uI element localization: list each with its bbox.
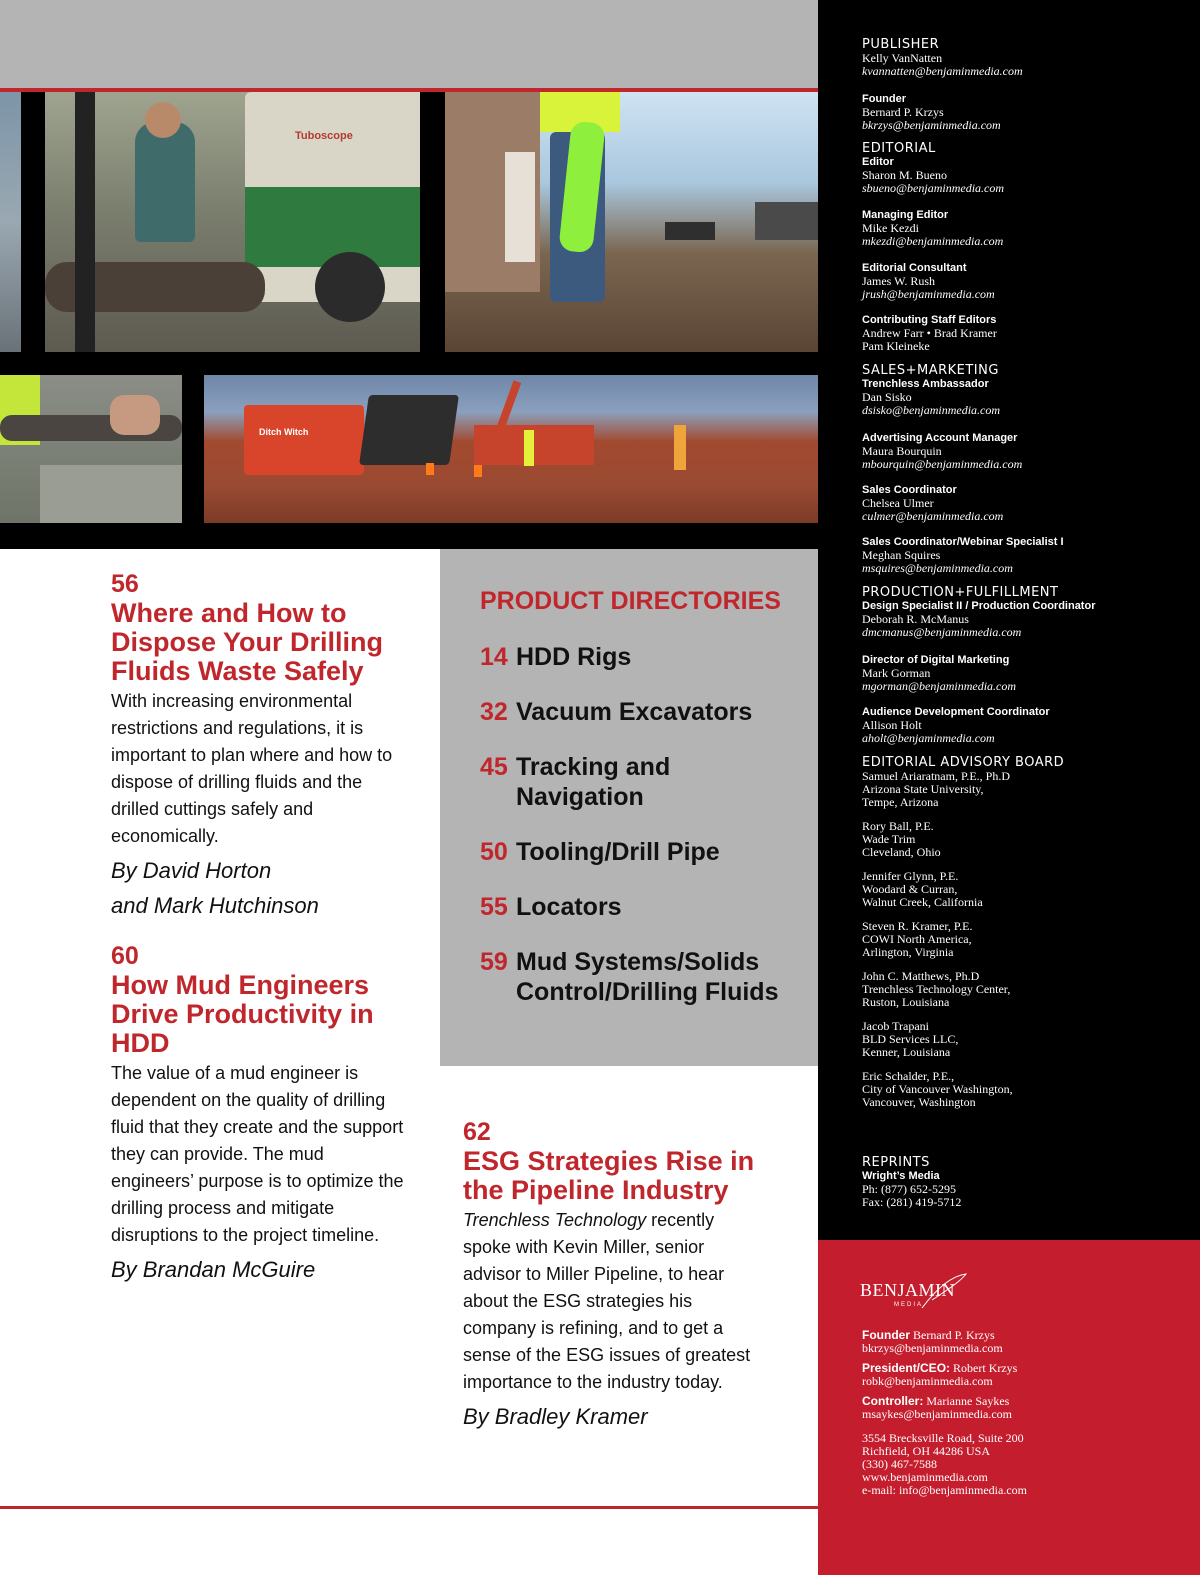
- directory-page-number: 14: [480, 643, 508, 671]
- info-email[interactable]: robk@benjaminmedia.com: [862, 1374, 993, 1388]
- staff-name: Mark Gorman: [862, 666, 931, 680]
- info-email[interactable]: bkrzys@benjaminmedia.com: [862, 1341, 1003, 1355]
- staff-name: Chelsea Ulmer: [862, 496, 934, 510]
- staff-name: Pam Kleineke: [862, 339, 930, 353]
- staff-role: Sales Coordinator: [862, 484, 957, 496]
- staff-name: Meghan Squires: [862, 548, 941, 562]
- directory-page-number: 55: [480, 893, 508, 921]
- staff-role: Contributing Staff Editors: [862, 314, 997, 326]
- staff-name: Andrew Farr • Brad Kramer: [862, 326, 997, 340]
- staff-email[interactable]: culmer@benjaminmedia.com: [862, 509, 1004, 523]
- reprints-phone: Ph: (877) 652-5295: [862, 1182, 956, 1196]
- staff-role: Trenchless Ambassador: [862, 378, 989, 390]
- board-member-location: Arlington, Virginia: [862, 945, 954, 959]
- board-member-org: Trenchless Technology Center,: [862, 982, 1011, 996]
- publisher-address: [862, 1432, 1027, 1497]
- board-member-name: Samuel Ariaratnam, P.E., Ph.D: [862, 769, 1010, 783]
- article-62: [463, 1118, 763, 1434]
- board-member-location: Kenner, Louisiana: [862, 1045, 951, 1059]
- photo-hdd-rig-site: [204, 375, 818, 523]
- directory-item-tracking-navigation[interactable]: [480, 752, 820, 812]
- article-byline-2: and Mark Hutchinson: [111, 893, 319, 918]
- photo-pipe-worker: [45, 92, 420, 352]
- staff-role: Director of Digital Marketing: [862, 654, 1010, 666]
- address-website[interactable]: www.benjaminmedia.com: [862, 1470, 988, 1484]
- info-label: Controller:: [862, 1394, 924, 1408]
- masthead-reprints: [862, 1155, 961, 1209]
- masthead-sales-coordinator: [862, 484, 1003, 523]
- board-member: [862, 1020, 1064, 1059]
- board-member: [862, 1070, 1064, 1109]
- article-byline: By Brandan McGuire: [111, 1257, 316, 1282]
- section-heading: REPRINTS: [862, 1155, 930, 1170]
- directory-label: HDD Rigs: [516, 643, 632, 671]
- staff-name: Dan Sisko: [862, 390, 912, 404]
- board-member-location: Cleveland, Ohio: [862, 845, 941, 859]
- board-member-name: Jacob Trapani: [862, 1019, 929, 1033]
- board-member: [862, 770, 1064, 809]
- board-member-location: Ruston, Louisiana: [862, 995, 950, 1009]
- staff-email[interactable]: mbourquin@benjaminmedia.com: [862, 457, 1023, 471]
- photo-drill-pipe-hands: [0, 375, 182, 523]
- info-email[interactable]: msaykes@benjaminmedia.com: [862, 1407, 1013, 1421]
- logo-wordmark: BENJAMIN: [860, 1280, 956, 1300]
- logo-swash-icon: [920, 1270, 970, 1310]
- staff-email[interactable]: sbueno@benjaminmedia.com: [862, 181, 1005, 195]
- directory-page-number: 59: [480, 948, 508, 976]
- masthead-founder: [862, 93, 1001, 132]
- staff-role: Sales Coordinator/Webinar Specialist I: [862, 536, 1064, 548]
- masthead-webinar-specialist: [862, 536, 1064, 575]
- section-heading: PUBLISHER: [862, 37, 940, 52]
- directory-label: Tooling/Drill Pipe: [516, 838, 720, 866]
- board-member: [862, 920, 1064, 959]
- staff-name: Bernard P. Krzys: [862, 105, 944, 119]
- article-summary-text: recently spoke with Kevin Miller, senior advisor to Miller Pipeline, to hear about the ESG strategies his company is refining, and to get a sense of the ESG issues of greatest importance to the industry today.: [463, 1210, 751, 1392]
- masthead-editorial-consultant: [862, 262, 995, 301]
- staff-email[interactable]: kvannatten@benjaminmedia.com: [862, 64, 1023, 78]
- article-60: [111, 942, 411, 1287]
- address-phone: (330) 467-7588: [862, 1457, 937, 1471]
- staff-email[interactable]: dsisko@benjaminmedia.com: [862, 403, 1001, 417]
- section-heading: PRODUCTION+FULFILLMENT: [862, 585, 1059, 600]
- directory-label: Mud Systems/Solids Control/Drilling Fluids: [516, 948, 779, 1006]
- staff-role: Managing Editor: [862, 209, 949, 221]
- publisher-info-block: [818, 1240, 1200, 1575]
- board-member-name: Rory Ball, P.E.: [862, 819, 934, 833]
- article-title[interactable]: How Mud Engineers Drive Productivity in HDD: [111, 970, 374, 1058]
- staff-email[interactable]: aholt@benjaminmedia.com: [862, 731, 995, 745]
- directory-label: Vacuum Excavators: [516, 698, 753, 726]
- address-city: Richfield, OH 44286 USA: [862, 1444, 990, 1458]
- directory-item-hdd-rigs[interactable]: [480, 642, 820, 672]
- board-member-name: John C. Matthews, Ph.D: [862, 969, 980, 983]
- board-member-org: Woodard & Curran,: [862, 882, 958, 896]
- rig-logo: Ditch Witch: [259, 427, 309, 437]
- trailer-logo: Tuboscope: [295, 130, 353, 142]
- board-member: [862, 970, 1064, 1009]
- staff-role: Editor: [862, 156, 894, 168]
- directory-item-locators[interactable]: [480, 892, 820, 922]
- staff-name: Mike Kezdi: [862, 221, 919, 235]
- board-member-location: Vancouver, Washington: [862, 1095, 976, 1109]
- section-heading: EDITORIAL ADVISORY BOARD: [862, 755, 1065, 770]
- staff-role: Design Specialist II / Production Coordinator: [862, 600, 1096, 612]
- staff-email[interactable]: mkezdi@benjaminmedia.com: [862, 234, 1004, 248]
- masthead-advisory-board: [862, 755, 1064, 1109]
- top-gray-band: [0, 0, 818, 88]
- staff-name: Allison Holt: [862, 718, 922, 732]
- masthead-production: [862, 585, 1095, 639]
- article-summary: The value of a mud engineer is dependent on the quality of drilling fluid that they create and the support they can provide. The mud engineers’ purpose is to optimize the drilling process and mitigate disruptions to the project timeline.: [111, 1063, 404, 1245]
- board-member: [862, 870, 1064, 909]
- staff-email[interactable]: bkrzys@benjaminmedia.com: [862, 118, 1001, 132]
- masthead-sales-marketing: [862, 363, 1000, 417]
- address-email[interactable]: e-mail: info@benjaminmedia.com: [862, 1483, 1027, 1497]
- section-heading: SALES+MARKETING: [862, 363, 999, 378]
- publisher-founder: [862, 1329, 1003, 1355]
- article-byline: By Bradley Kramer: [463, 1404, 648, 1429]
- board-member-org: Arizona State University,: [862, 782, 984, 796]
- staff-email[interactable]: dmcmanus@benjaminmedia.com: [862, 625, 1022, 639]
- directory-page-number: 32: [480, 698, 508, 726]
- publisher-controller: [862, 1395, 1012, 1421]
- staff-role: Founder: [862, 93, 906, 105]
- masthead-sidebar: [818, 0, 1200, 1240]
- directory-page-number: 45: [480, 753, 508, 781]
- masthead-contributing-editors: [862, 314, 997, 353]
- directory-item-vacuum-excavators[interactable]: [480, 697, 820, 727]
- masthead-ad-manager: [862, 432, 1022, 471]
- reprints-fax: Fax: (281) 419-5712: [862, 1195, 962, 1209]
- bottom-red-rule: [0, 1506, 818, 1509]
- directory-label: Tracking and Navigation: [516, 753, 671, 811]
- board-member-org: COWI North America,: [862, 932, 972, 946]
- masthead-editorial: [862, 141, 1004, 195]
- directory-item-mud-systems[interactable]: [480, 947, 820, 1007]
- article-title[interactable]: Where and How to Dispose Your Drilling Fluids Waste Safely: [111, 598, 384, 686]
- product-directories-panel: [440, 549, 818, 1066]
- staff-name: James W. Rush: [862, 274, 936, 288]
- product-directories-heading: PRODUCT DIRECTORIES: [480, 587, 781, 615]
- staff-email[interactable]: mgorman@benjaminmedia.com: [862, 679, 1017, 693]
- benjamin-media-logo: [860, 1280, 960, 1308]
- article-page-number: 62: [463, 1118, 491, 1146]
- info-name: Robert Krzys: [953, 1361, 1018, 1375]
- article-56: [111, 570, 411, 923]
- board-member-location: Walnut Creek, California: [862, 895, 983, 909]
- board-member-name: Jennifer Glynn, P.E.: [862, 869, 959, 883]
- masthead-digital-marketing: [862, 654, 1016, 693]
- board-member-name: Eric Schalder, P.E.,: [862, 1069, 955, 1083]
- section-heading: EDITORIAL: [862, 141, 936, 156]
- info-label: Founder: [862, 1328, 910, 1342]
- board-member-location: Tempe, Arizona: [862, 795, 939, 809]
- article-summary: With increasing environmental restrictions and regulations, it is important to plan where and how to dispose of drilling fluids and the drilled cuttings safely and economically.: [111, 691, 393, 846]
- board-member-org: City of Vancouver Washington,: [862, 1082, 1013, 1096]
- address-line: 3554 Brecksville Road, Suite 200: [862, 1431, 1024, 1445]
- photo-collage: [0, 92, 818, 549]
- reprints-company: Wright’s Media: [862, 1170, 940, 1182]
- board-member-org: BLD Services LLC,: [862, 1032, 959, 1046]
- photo-edge-left: [0, 92, 21, 352]
- directory-item-tooling-drill-pipe[interactable]: [480, 837, 820, 867]
- staff-email[interactable]: msquires@benjaminmedia.com: [862, 561, 1013, 575]
- staff-email[interactable]: jrush@benjaminmedia.com: [862, 287, 995, 301]
- publication-name: Trenchless Technology: [463, 1210, 647, 1230]
- staff-role: Audience Development Coordinator: [862, 706, 1050, 718]
- article-summary: [463, 1207, 763, 1396]
- article-page-number: 60: [111, 942, 139, 970]
- article-page-number: 56: [111, 570, 139, 598]
- directory-page-number: 50: [480, 838, 508, 866]
- masthead-audience-development: [862, 706, 1050, 745]
- staff-name: Kelly VanNatten: [862, 51, 943, 65]
- info-name: Marianne Saykes: [926, 1394, 1010, 1408]
- article-byline: By David Horton: [111, 858, 272, 883]
- board-member: [862, 820, 1064, 859]
- publisher-president: [862, 1362, 1017, 1388]
- article-title[interactable]: ESG Strategies Rise in the Pipeline Industry: [463, 1146, 755, 1205]
- board-member-name: Steven R. Kramer, P.E.: [862, 919, 973, 933]
- photo-locator-worker: [445, 92, 818, 352]
- masthead-managing-editor: [862, 209, 1003, 248]
- staff-name: Sharon M. Bueno: [862, 168, 947, 182]
- staff-name: Deborah R. McManus: [862, 612, 969, 626]
- staff-role: Advertising Account Manager: [862, 432, 1018, 444]
- staff-role: Editorial Consultant: [862, 262, 967, 274]
- masthead-publisher: [862, 37, 1023, 78]
- logo-subtext: MEDIA: [894, 1302, 924, 1308]
- directory-label: Locators: [516, 893, 622, 921]
- staff-name: Maura Bourquin: [862, 444, 942, 458]
- board-member-org: Wade Trim: [862, 832, 916, 846]
- info-name: Bernard P. Krzys: [913, 1328, 995, 1342]
- info-label: President/CEO:: [862, 1361, 951, 1375]
